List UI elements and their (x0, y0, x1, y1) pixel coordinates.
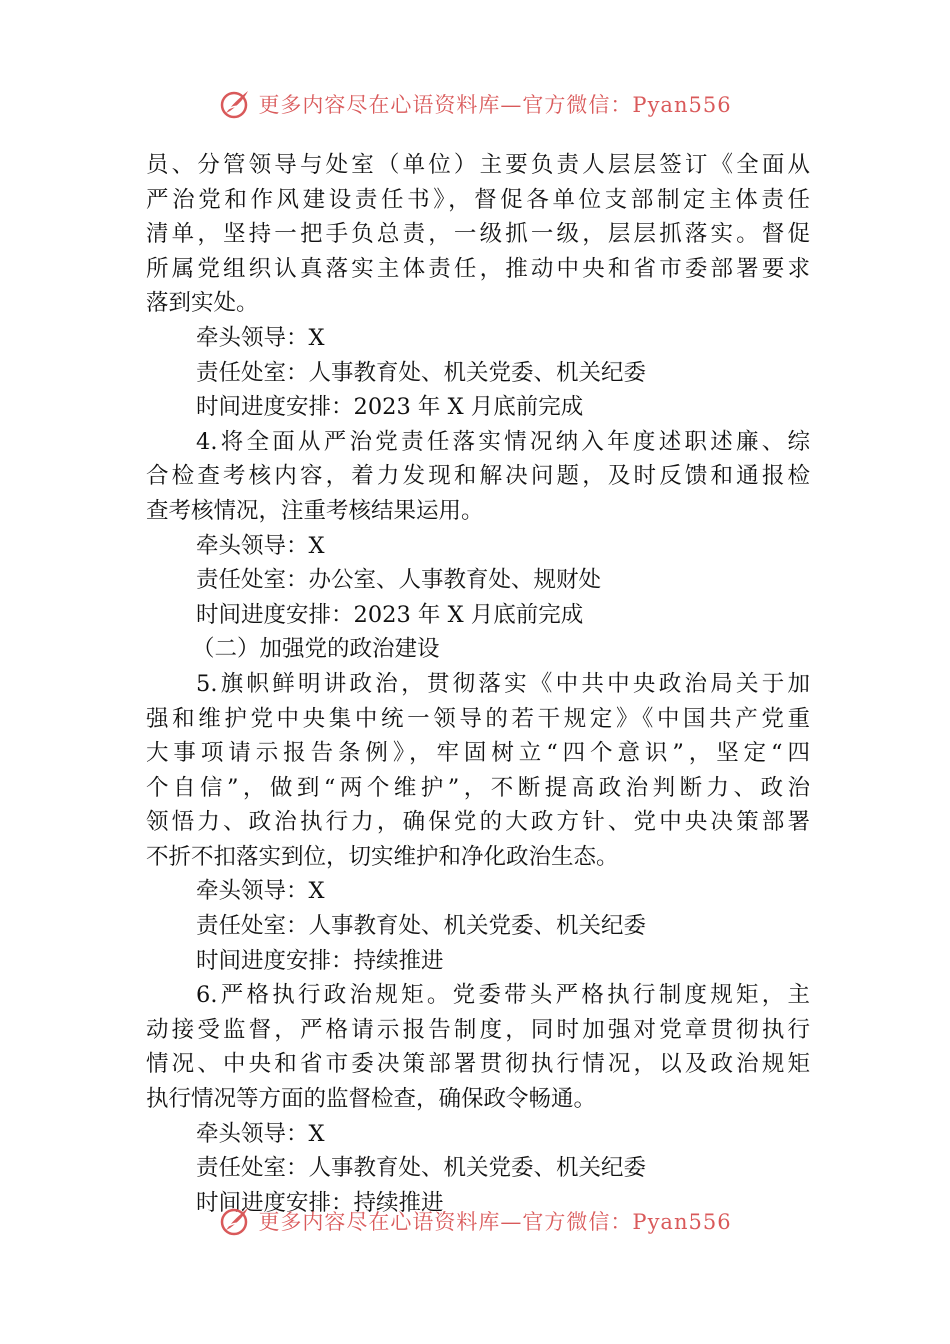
body-line: 情况、中央和省市委决策部署贯彻执行情况，以及政治规矩 (146, 1051, 810, 1078)
body-line: 落到实处。 (146, 290, 259, 317)
watermark-footer (0, 1204, 950, 1244)
lead-leader-line: 牵头领导：X (196, 532, 325, 559)
body-line: 强和维护党中央集中统一领导的若干规定》《中国共产党重 (146, 705, 810, 732)
body-line: 清单，坚持一把手负总责，一级抓一级，层层抓落实。督促 (146, 221, 810, 248)
body-line: 员、分管领导与处室（单位）主要负责人层层签订《全面从 (146, 152, 810, 178)
body-line: 动接受监督，严格请示报告制度，同时加强对党章贯彻执行 (146, 1016, 810, 1043)
responsible-office-line: 责任处室：人事教育处、机关党委、机关纪委 (196, 1155, 647, 1182)
item-4-line: 4.将全面从严治党责任落实情况纳入年度述职述廉、综 (196, 428, 810, 455)
schedule-line: 时间进度安排：持续推进 (196, 1189, 444, 1216)
body-line: 个自信”，做到“两个维护”，不断提高政治判断力、政治 (146, 774, 810, 801)
watermark-text: 更多内容尽在心语资料库—官方微信：Pyan556 (258, 93, 732, 117)
responsible-office-line: 责任处室：人事教育处、机关党委、机关纪委 (196, 913, 647, 940)
quill-seal-icon (218, 87, 252, 121)
document-body (146, 148, 810, 1220)
body-line: 不折不扣落实到位，切实维护和净化政治生态。 (146, 843, 619, 870)
lead-leader-line: 牵头领导：X (196, 1120, 325, 1147)
section-heading: （二）加强党的政治建设 (192, 636, 440, 663)
lead-leader-line: 牵头领导：X (196, 878, 325, 905)
body-line: 严治党和作风建设责任书》，督促各单位支部制定主体责任 (146, 186, 810, 213)
schedule-line: 时间进度安排：2023 年 X 月底前完成 (196, 601, 584, 628)
responsible-office-line: 责任处室：办公室、人事教育处、规财处 (196, 567, 602, 594)
responsible-office-line: 责任处室：人事教育处、机关党委、机关纪委 (196, 359, 647, 386)
body-line: 所属党组织认真落实主体责任，推动中央和省市委部署要求 (146, 255, 810, 282)
watermark-header (0, 84, 950, 124)
watermark-text: 更多内容尽在心语资料库—官方微信：Pyan556 (258, 1210, 732, 1234)
body-line: 合检查考核内容，着力发现和解决问题，及时反馈和通报检 (146, 463, 810, 490)
body-line: 执行情况等方面的监督检查，确保政令畅通。 (146, 1086, 597, 1113)
schedule-line: 时间进度安排：2023 年 X 月底前完成 (196, 394, 584, 421)
body-line: 领悟力、政治执行力，确保党的大政方针、党中央决策部署 (146, 809, 810, 836)
body-line: 大事项请示报告条例》，牢固树立“四个意识”，坚定“四 (146, 740, 810, 767)
body-line: 查考核情况，注重考核结果运用。 (146, 497, 484, 524)
lead-leader-line: 牵头领导：X (196, 324, 325, 351)
quill-seal-icon (218, 1204, 252, 1238)
item-5-line: 5.旗帜鲜明讲政治，贯彻落实《中共中央政治局关于加 (196, 670, 810, 697)
item-6-line: 6.严格执行政治规矩。党委带头严格执行制度规矩，主 (196, 982, 810, 1009)
schedule-line: 时间进度安排：持续推进 (196, 947, 444, 974)
